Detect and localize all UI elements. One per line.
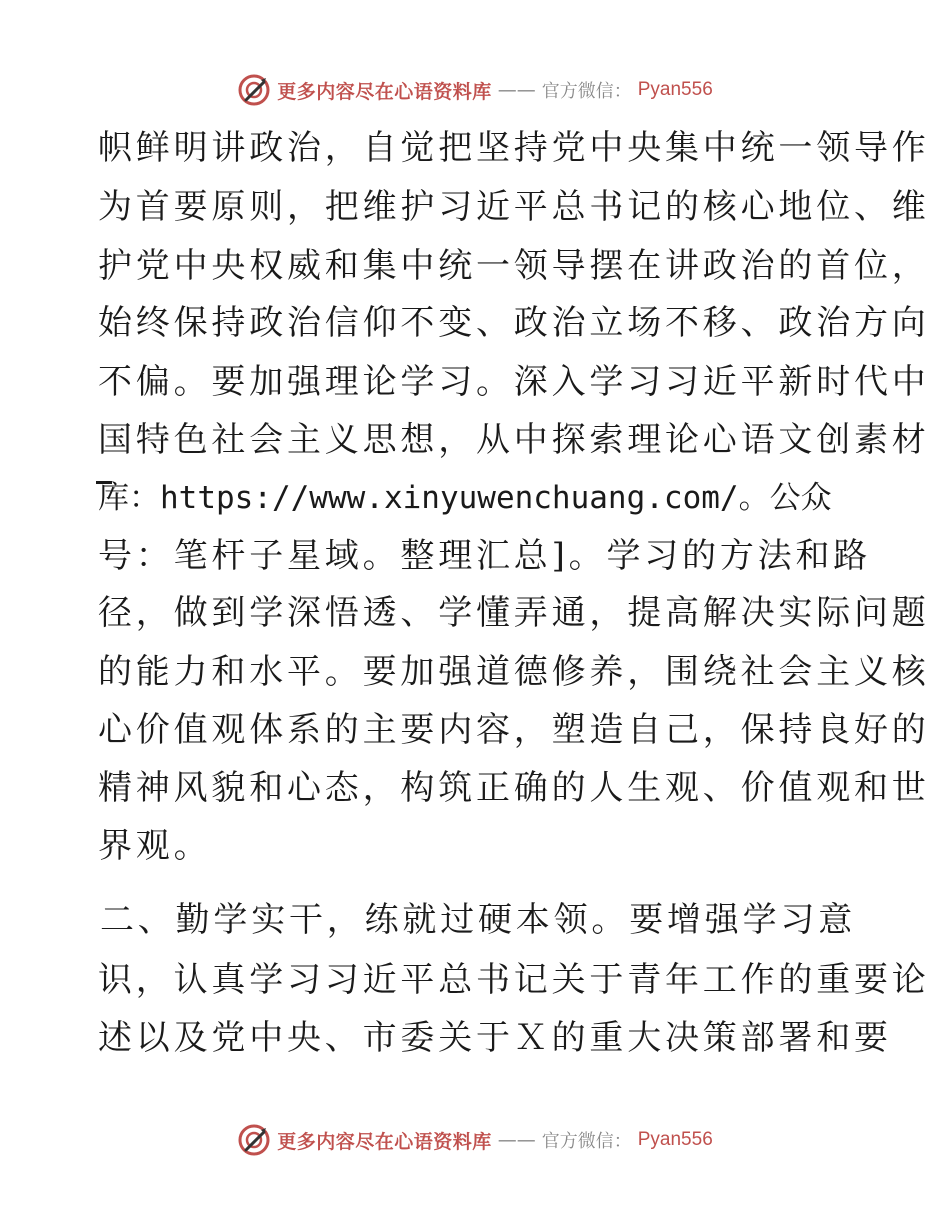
banner-dash: —— xyxy=(497,1129,536,1151)
body-line: 径，做到学深悟透、学懂弄通，提高解决实际问题 xyxy=(98,593,930,633)
body-line: 号：笔杆子星域。整理汇总]。学习的方法和路 xyxy=(98,536,872,576)
body-line: 为首要原则，把维护习近平总书记的核心地位、维 xyxy=(98,187,930,227)
banner-dash: —— xyxy=(497,79,536,101)
body-line: 识，认真学习习近平总书记关于青年工作的重要论 xyxy=(98,960,930,1000)
footer-banner xyxy=(0,1120,950,1160)
banner-text: 更多内容尽在心语资料库 xyxy=(277,1130,492,1153)
body-line: 国特色社会主义思想，从中探索理论心语文创素材 xyxy=(98,420,930,460)
body-line: 界观。 xyxy=(98,826,212,866)
body-line: 精神风貌和心态，构筑正确的人生观、价值观和世 xyxy=(98,768,930,808)
logo-icon xyxy=(237,1123,271,1157)
banner-official-label: 官方微信： xyxy=(541,1131,632,1152)
body-line: 的能力和水平。要加强道德修养，围绕社会主义核 xyxy=(98,652,930,692)
banner-wechat-id: Pyan556 xyxy=(637,79,713,100)
body-line: 帜鲜明讲政治，自觉把坚持党中央集中统一领导作 xyxy=(98,128,930,168)
body-line: 述以及党中央、市委关于Ｘ的重大决策部署和要 xyxy=(98,1018,892,1058)
logo-icon xyxy=(237,73,271,107)
banner-wechat-id: Pyan556 xyxy=(637,1129,713,1150)
banner-official-label: 官方微信： xyxy=(541,81,632,102)
body-line: 护党中央权威和集中统一领导摆在讲政治的首位， xyxy=(98,246,930,286)
section-heading-line: 二、勤学实干，练就过硬本领。要增强学习意 xyxy=(100,900,856,940)
banner-text: 更多内容尽在心语资料库 xyxy=(277,80,492,103)
body-line: 始终保持政治信仰不变、政治立场不移、政治方向 xyxy=(98,303,930,343)
body-line: 不偏。要加强理论学习。深入学习习近平新时代中 xyxy=(98,362,930,402)
body-line: 心价值观体系的主要内容，塑造自己，保持良好的 xyxy=(98,710,930,750)
body-line: 库：https://www.xinyuwenchuang.com/。公众 xyxy=(98,480,832,516)
header-banner xyxy=(0,70,950,110)
